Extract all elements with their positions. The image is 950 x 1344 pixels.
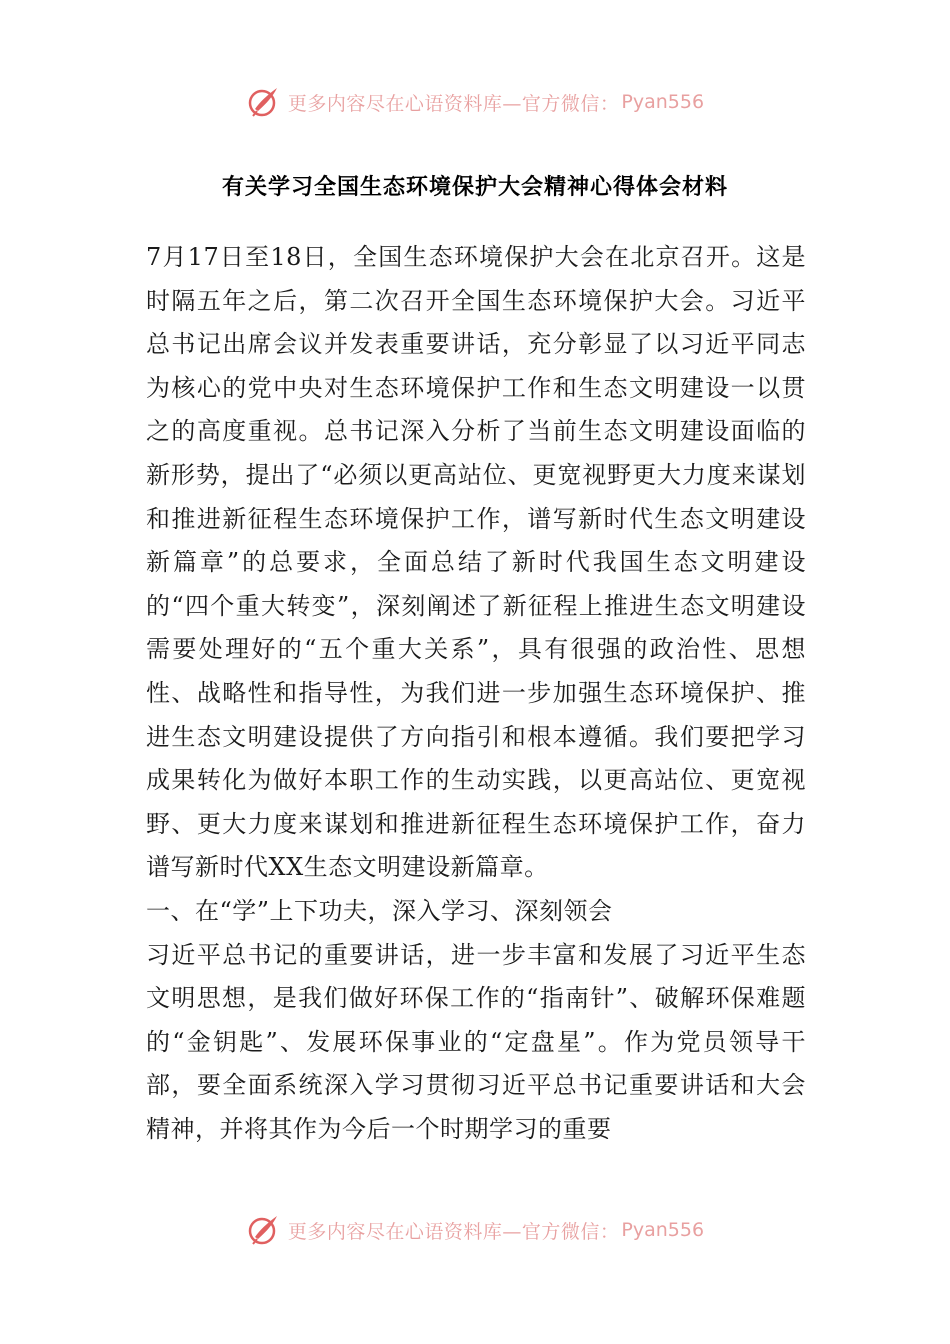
paragraph-intro: 7月17日至18日，全国生态环境保护大会在北京召开。这是时隔五年之后，第二次召开全国生态环境保护大会。习近平总书记出席会议并发表重要讲话，充分彰显了以习近平同志为核心的党中央对生态环境保护工作和生态文明建设一以贯之的高度重视。总书记深入分析了当前生态文明建设面临的新形势，提出了“必须以更高站位、更宽视野更大力度来谋划和推进新征程生态环境保护工作，谱写新时代生态文明建设新篇章”的总要求，全面总结了新时代我国生态文明建设的“四个重大转变”，深刻阐述了新征程上推进生态文明建设需要处理好的“五个重大关系”，具有很强的政治性、思想性、战略性和指导性，为我们进一步加强生态环境保护、推进生态文明建设提供了方向指引和根本遵循。我们要把学习成果转化为做好本职工作的生动实践，以更高站位、更宽视野、更大力度来谋划和推进新征程生态环境保护工作，奋力谱写新时代XX生态文明建设新篇章。	[146, 243, 806, 882]
paragraph-section-1: 习近平总书记的重要讲话，进一步丰富和发展了习近平生态文明思想，是我们做好环保工作的“指南针”、破解环保难题的“金钥匙”、发展环保事业的“定盘星”。作为党员领导干部，要全面系统深入学习贯彻习近平总书记重要讲话和大会精神，并将其作为今后一个时期学习的重要	[146, 940, 806, 1143]
section-heading-1: 一、在“学”上下功夫，深入学习、深刻领会	[146, 896, 613, 925]
watermark-text: 更多内容尽在心语资料库—官方微信：	[287, 92, 620, 115]
document-title: 有关学习全国生态环境保护大会精神心得体会材料	[221, 175, 728, 200]
footer-watermark	[0, 1210, 950, 1250]
watermark-wechat-id: Pyan556	[621, 1219, 705, 1241]
watermark-text: 更多内容尽在心语资料库—官方微信：	[287, 1220, 620, 1243]
watermark-wechat-id: Pyan556	[621, 91, 705, 113]
quill-logo-icon	[246, 1212, 282, 1248]
document-body	[146, 236, 806, 1151]
quill-logo-icon	[246, 84, 282, 120]
header-watermark	[0, 82, 950, 122]
